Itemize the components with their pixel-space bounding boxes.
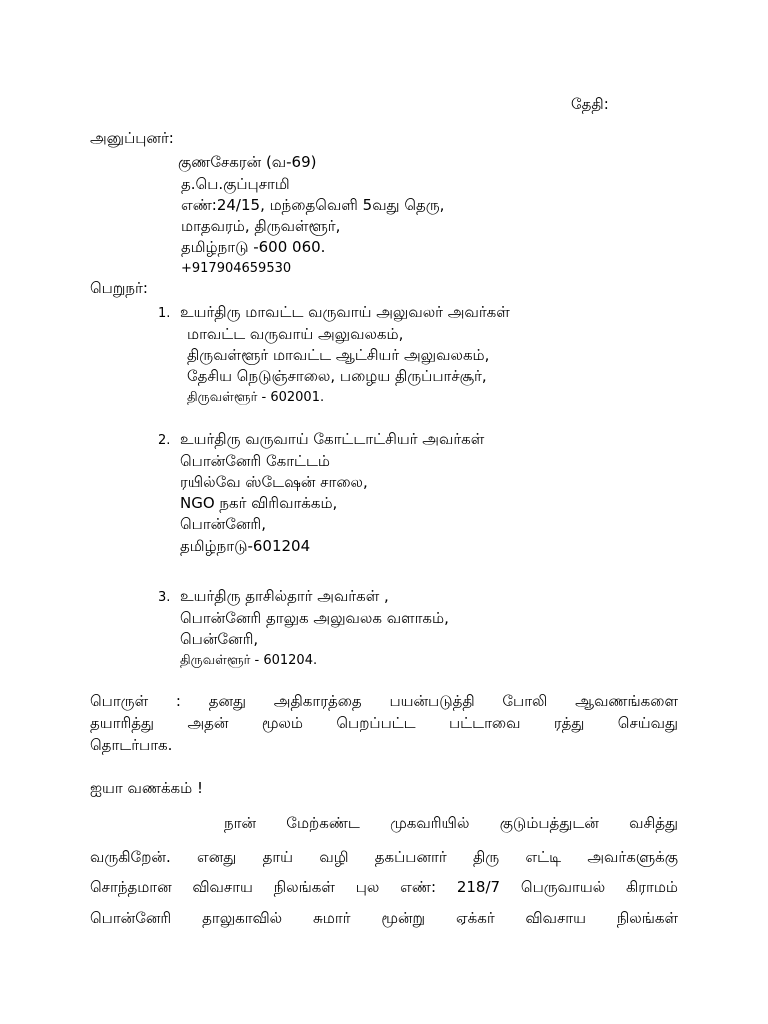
recipient-line: ரயில்வே ஸ்டேஷன் சாலை,: [180, 473, 368, 491]
recipient-line: NGO நகர் விரிவாக்கம்,: [180, 494, 338, 512]
sender-phone: +917904659530: [181, 261, 292, 276]
sender-address-line: மாதவரம், திருவள்ளூர்,: [181, 217, 341, 235]
recipient-line: உயர்திரு தாசில்தார் அவர்கள் ,: [180, 587, 389, 605]
date-label: தேதி:: [571, 95, 609, 113]
recipient-number: 3.: [158, 590, 171, 605]
recipient-line: தமிழ்நாடு-601204: [180, 537, 311, 555]
recipients-heading: பெறுநர்:: [90, 279, 148, 297]
recipient-line: பென்னேரி,: [180, 630, 259, 648]
recipient-number: 2.: [158, 433, 171, 448]
body-line: வருகிறேன். எனது தாய் வழி தகப்பனார் திரு எட்டி அவர்களுக்கு: [90, 848, 678, 866]
sender-father-name: த.பெ.குப்புசாமி: [181, 175, 290, 193]
recipient-line: திருவள்ளூர் - 602001.: [187, 390, 325, 405]
body-line: சொந்தமான விவசாய நிலங்கள் புல எண்: 218/7 பெருவாயல் கிராமம்: [90, 878, 678, 896]
body-line: நான் மேற்கண்ட முகவரியில் குடும்பத்துடன் வசித்து: [224, 814, 678, 832]
recipient-line: தேசிய நெடுஞ்சாலை, பழைய திருப்பாச்சூர்,: [187, 367, 487, 385]
recipient-line: உயர்திரு வருவாய் கோட்டாட்சியர் அவர்கள்: [180, 430, 485, 448]
recipient-line: திருவள்ளூர் மாவட்ட ஆட்சியர் அலுவலகம்,: [187, 346, 490, 364]
body-line: பொன்னேரி தாலுகாவில் சுமார் மூன்று ஏக்கர் விவசாய நிலங்கள்: [90, 909, 678, 927]
subject-line: பொருள் : தனது அதிகாரத்தை பயன்படுத்தி போலி ஆவணங்களை: [90, 692, 678, 710]
sender-address-line: எண்:24/15, மந்தைவெளி 5வது தெரு,: [181, 196, 445, 214]
subject-line: தொடர்பாக.: [90, 736, 173, 754]
recipient-line: மாவட்ட வருவாய் அலுவலகம்,: [187, 325, 404, 343]
recipient-line: பொன்னேரி தாலுக அலுவலக வளாகம்,: [180, 609, 449, 627]
recipient-line: உயர்திரு மாவட்ட வருவாய் அலுவலர் அவர்கள்: [180, 303, 510, 321]
recipient-line: திருவள்ளூர் - 601204.: [180, 653, 318, 668]
greeting: ஐயா வணக்கம் !: [90, 779, 203, 797]
recipient-line: பொன்னேரி,: [180, 515, 266, 533]
recipient-line: பொன்னேரி கோட்டம்: [180, 452, 331, 470]
sender-address-line: தமிழ்நாடு -600 060.: [181, 238, 326, 256]
sender-name: குணசேகரன் (வ-69): [178, 153, 317, 171]
sender-heading: அனுப்புனர்:: [90, 129, 174, 147]
subject-line: தயாரித்து அதன் மூலம் பெறப்பட்ட பட்டாவை ரத்து செய்வது: [90, 714, 678, 732]
recipient-number: 1.: [158, 306, 171, 321]
